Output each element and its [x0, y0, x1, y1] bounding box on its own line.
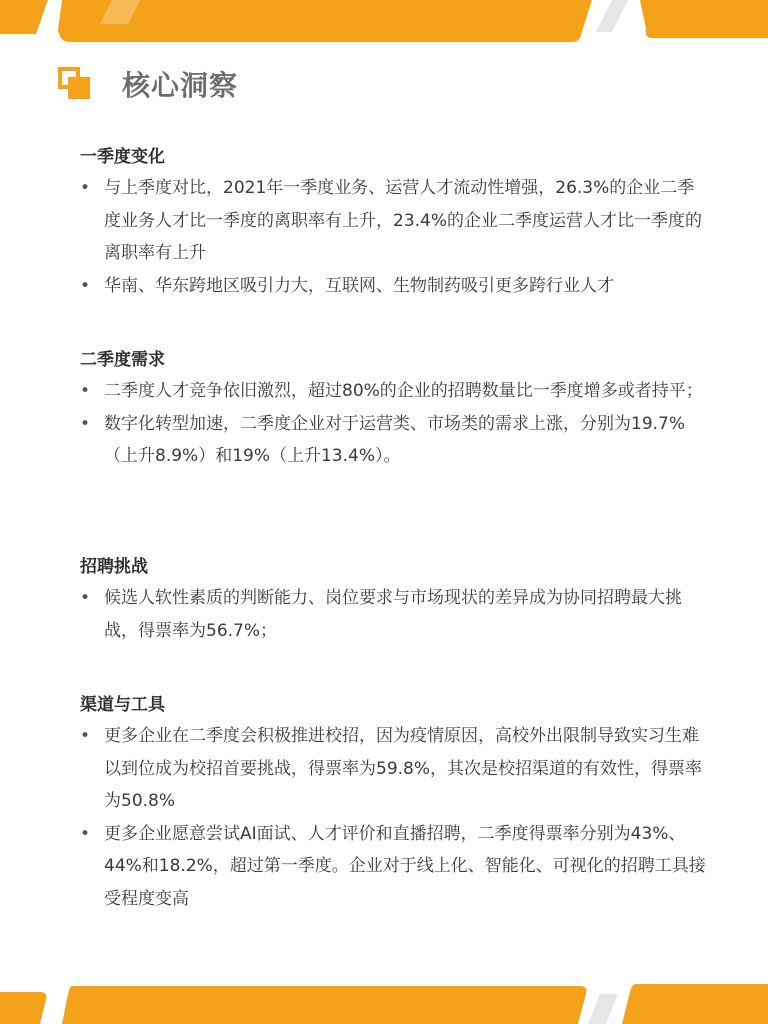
section-q1-changes: [80, 142, 710, 302]
section-heading: 二季度需求: [80, 350, 165, 370]
bullet-item: • 候选人软性素质的判断能力、岗位要求与市场现状的差异成为协同招聘最大挑战，得票率为56.7%；: [80, 582, 710, 647]
section-heading: 一季度变化: [80, 147, 165, 167]
bullet-item: • 与上季度对比，2021年一季度业务、运营人才流动性增强，26.3%的企业二季度业务人才比一季度的离职率有上升，23.4%的企业二季度运营人才比一季度的离职率有上升: [80, 172, 710, 270]
page-title: 核心洞察: [122, 69, 239, 102]
section-recruiting-challenges: [80, 552, 710, 647]
top-decorative-band: [0, 0, 768, 60]
bullet-item: • 二季度人才竞争依旧激烈，超过80%的企业的招聘数量比一季度增多或者持平；: [80, 375, 710, 408]
section-channels-and-tools: [80, 690, 710, 915]
orange-overlapping-squares-icon: [58, 67, 92, 101]
bottom-decorative-band: [0, 964, 768, 1024]
bullet-item: • 更多企业在二季度会积极推进校招，因为疫情原因，高校外出限制导致实习生难以到位成为校招首要挑战，得票率为59.8%，其次是校招渠道的有效性，得票率为50.8%: [80, 720, 710, 818]
bullet-item: • 更多企业愿意尝试AI面试、人才评价和直播招聘，二季度得票率分别为43%、44%和18.2%，超过第一季度。企业对于线上化、智能化、可视化的招聘工具接受程度变高: [80, 818, 710, 916]
section-heading: 招聘挑战: [80, 557, 148, 577]
section-q2-demand: [80, 345, 710, 473]
bullet-item: • 华南、华东跨地区吸引力大，互联网、生物制药吸引更多跨行业人才: [80, 270, 710, 303]
bullet-item: • 数字化转型加速，二季度企业对于运营类、市场类的需求上涨，分别为19.7%（上升8.9%）和19%（上升13.4%）。: [80, 408, 710, 473]
page-header: [58, 62, 238, 106]
section-heading: 渠道与工具: [80, 695, 165, 715]
